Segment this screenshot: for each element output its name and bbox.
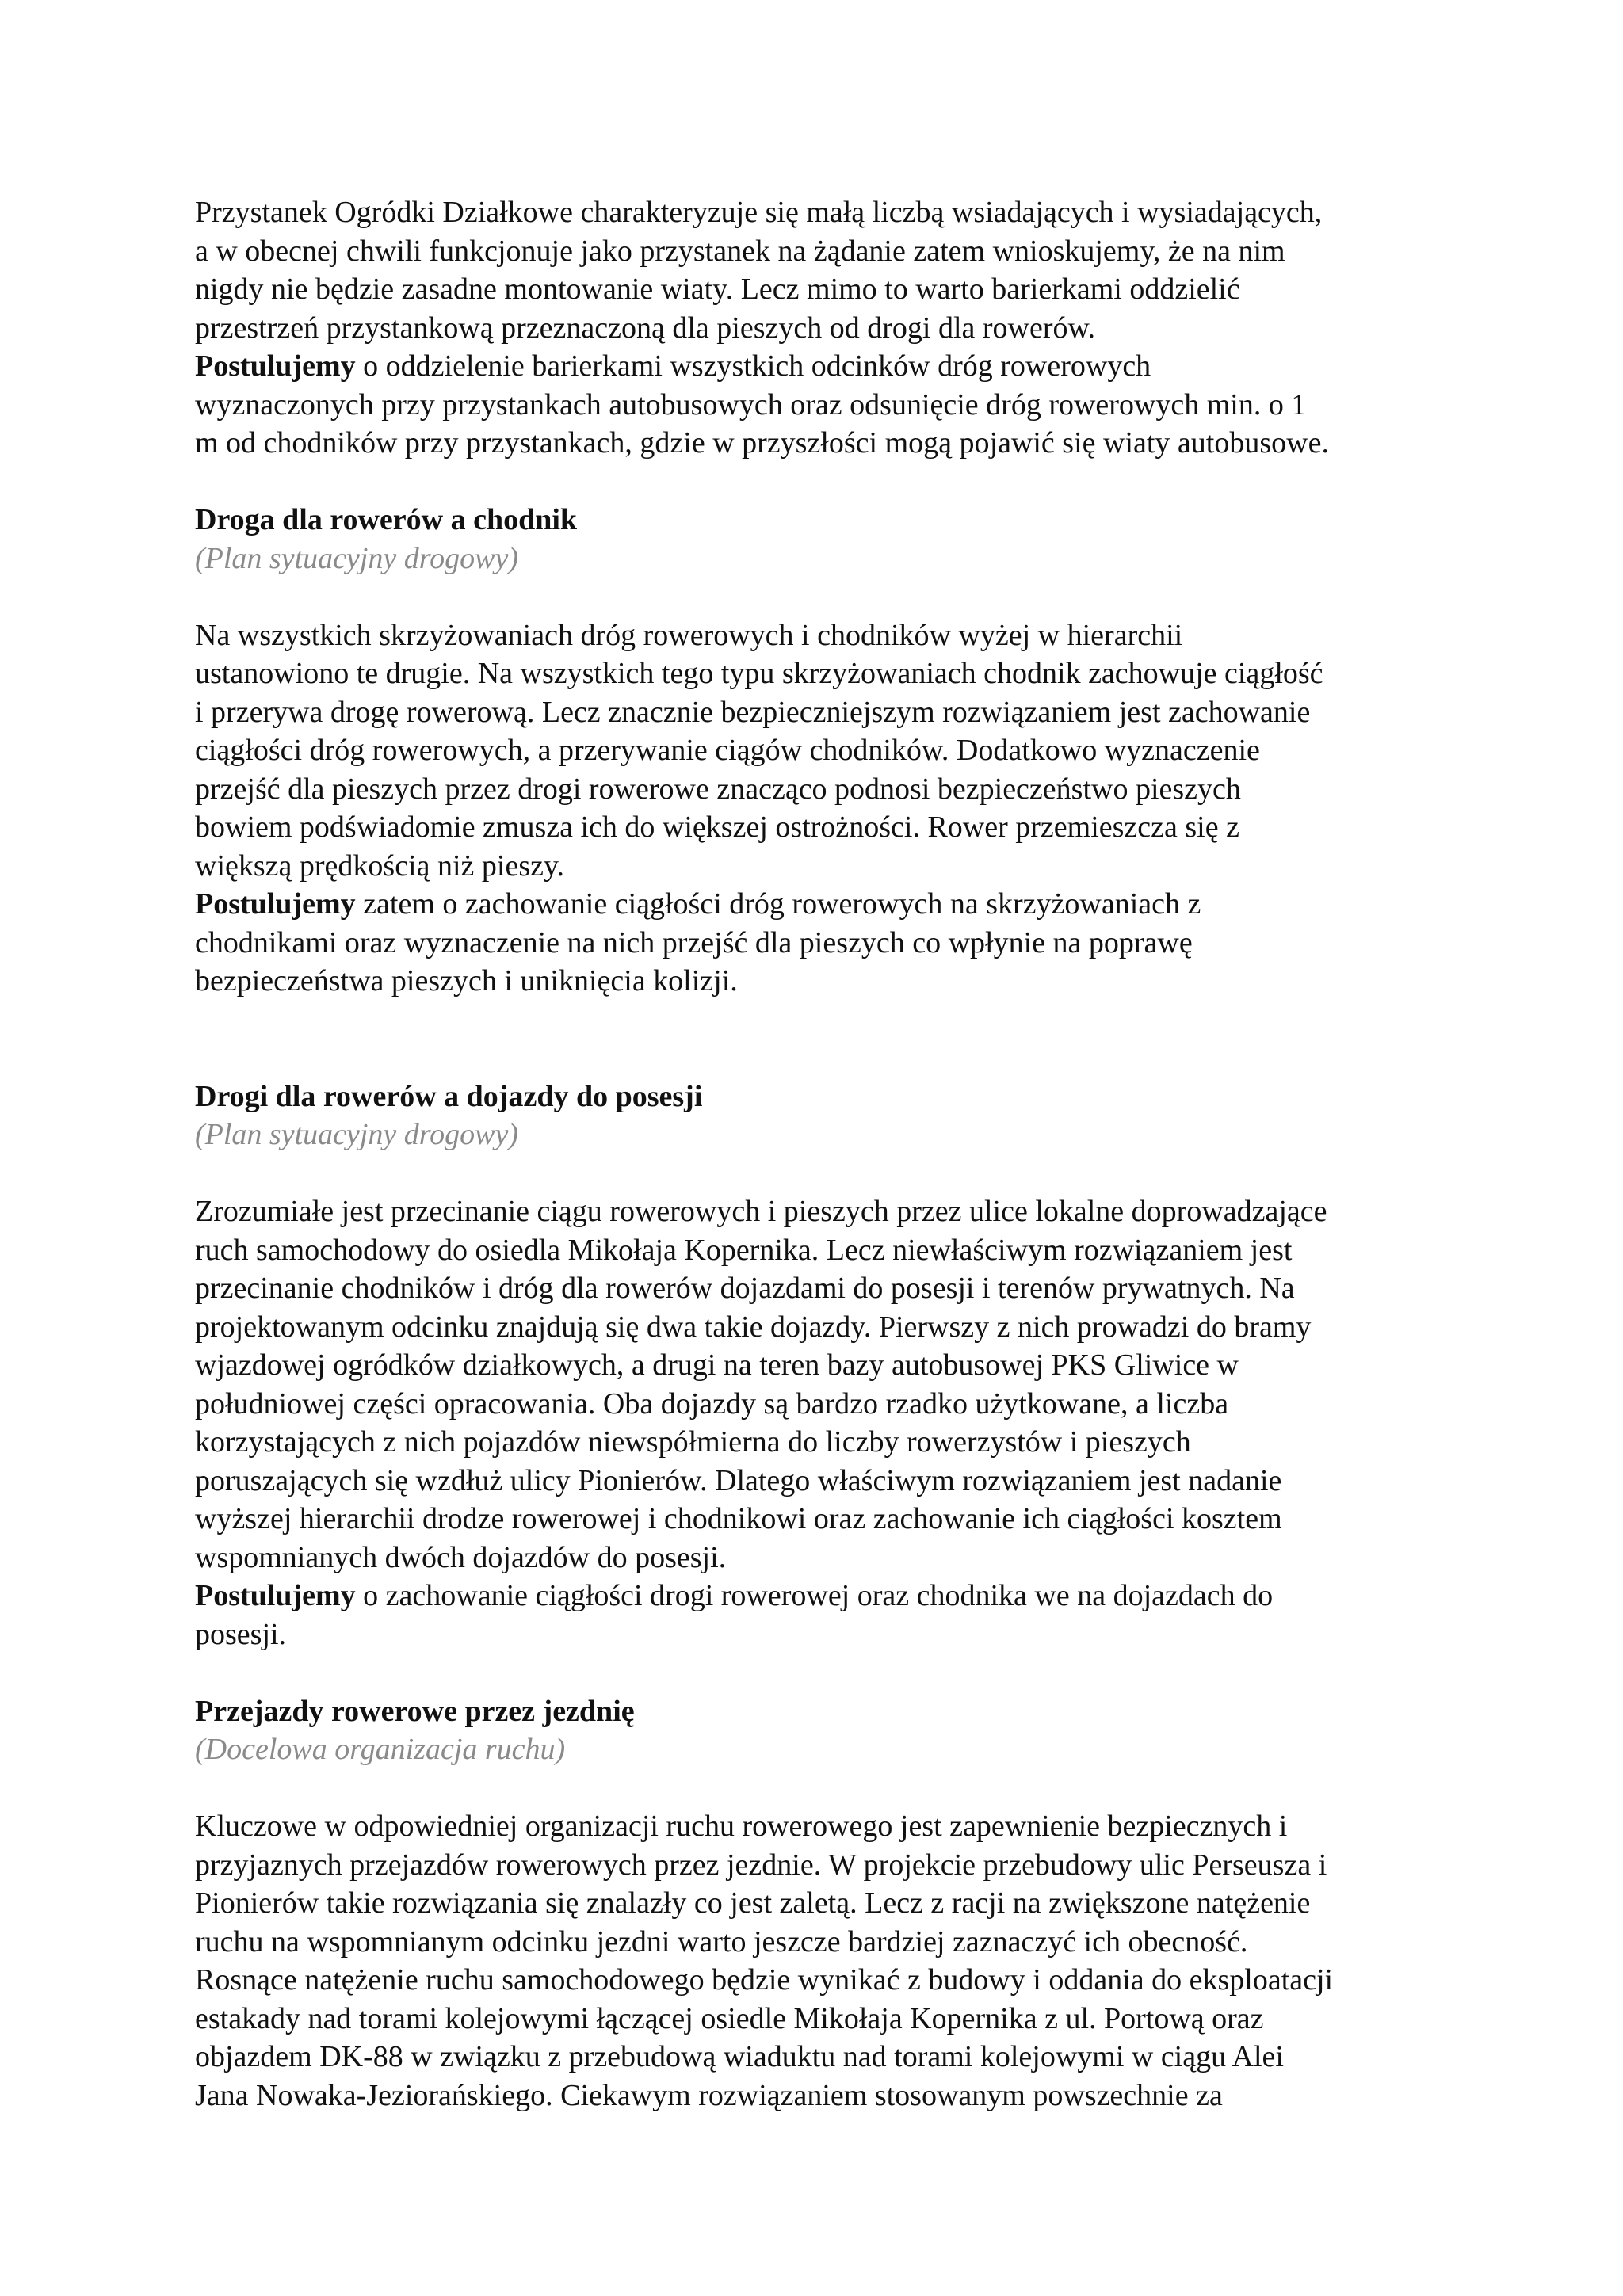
text-line: estakady nad torami kolejowymi łączącej osiedle Mikołaja Kopernika z ul. Portową oraz [195,2001,1264,2035]
text-line: ruch samochodowy do osiedla Mikołaja Kopernika. Lecz niewłaściwym rozwiązaniem jest [195,1233,1293,1267]
text-line: większą prędkością niż pieszy. [195,849,565,883]
spacer [195,1001,1447,1039]
text-line: Przystanek Ogródki Działkowe charakteryzuje się małą liczbą wsiadających i wysiadających, [195,196,1323,229]
section-subtitle: (Plan sytuacyjny drogowy) [195,1118,519,1151]
spacer [195,463,1447,502]
postulate-line [195,1577,1447,1615]
text-line: m od chodników przy przystankach, gdzie w przyszłości mogą pojawić się wiaty autobusowe. [195,426,1329,460]
text-line: południowej części opracowania. Oba dojazdy są bardzo rzadko użytkowane, a liczba [195,1386,1229,1421]
postulate-keyword: Postulujemy [195,887,356,921]
text-line: przecinanie chodników i dróg dla rowerów dojazdami do posesji i terenów prywatnych. Na [195,1272,1295,1305]
text-line: przestrzeń przystankową przeznaczoną dla pieszych od drogi dla rowerów. [195,311,1095,345]
document-page [195,193,1447,2115]
section-heading: Przejazdy rowerowe przez jezdnię [195,1694,635,1728]
section-heading: Drogi dla rowerów a dojazdy do posesji [195,1079,703,1113]
postulate-line [195,347,1447,386]
section-bike-crossings [195,1692,1447,2115]
section-heading: Droga dla rowerów a chodnik [195,503,578,536]
spacer [195,1154,1447,1193]
text-line: projektowanym odcinku znajdują się dwa takie dojazdy. Pierwszy z nich prowadzi do bramy [195,1310,1312,1344]
text-line: Zrozumiałe jest przecinanie ciągu rowerowych i pieszych przez ulice lokalne doprowadzające [195,1195,1327,1228]
text-line: Na wszystkich skrzyżowaniach dróg rowerowych i chodników wyżej w hierarchii [195,618,1183,652]
section-subtitle: (Plan sytuacyjny drogowy) [195,541,519,575]
text-line: korzystających z nich pojazdów niewspółmierna do liczby rowerzystów i pieszych [195,1425,1191,1459]
text-line: chodnikami oraz wyznaczenie na nich przejść dla pieszych co wpłynie na poprawę [195,925,1193,959]
spacer [195,1039,1447,1077]
text-line: Pionierów takie rozwiązania się znalazły co jest zaletą. Lecz z racji na zwiększone natężenie [195,1886,1311,1920]
text-line: wspomnianych dwóch dojazdów do posesji. [195,1540,727,1574]
postulate-text: o zachowanie ciągłości drogi rowerowej oraz chodnika we na dojazdach do [355,1579,1274,1612]
text-line: ruchu na wspomnianym odcinku jezdni warto jeszcze bardziej zaznaczyć ich obecność. [195,1924,1248,1958]
section-driveways [195,1077,1447,1654]
text-line: posesji. [195,1617,287,1651]
postulate-text: zatem o zachowanie ciągłości dróg rowerowych na skrzyżowaniach z [355,887,1201,921]
text-line: ustanowiono te drugie. Na wszystkich tego typu skrzyżowaniach chodnik zachowuje ciągłość [195,657,1323,690]
section-bike-path-sidewalk [195,501,1447,1001]
postulate-line [195,885,1447,924]
text-line: przejść dla pieszych przez drogi rowerowe znacząco podnosi bezpieczeństwo pieszych [195,772,1241,806]
text-line: nigdy nie będzie zasadne montowanie wiaty. Lecz mimo to warto barierkami oddzielić [195,273,1240,306]
paragraph-bus-stop [195,193,1447,463]
text-line: bowiem podświadomie zmusza ich do większej ostrożności. Rower przemieszcza się z [195,810,1239,844]
text-line: a w obecnej chwili funkcjonuje jako przystanek na żądanie zatem wnioskujemy, że na nim [195,234,1285,268]
spacer [195,1653,1447,1692]
text-line: przyjaznych przejazdów rowerowych przez jezdnie. W projekcie przebudowy ulic Perseusza i [195,1848,1327,1882]
text-line: wyznaczonych przy przystankach autobusowych oraz odsunięcie dróg rowerowych min. o 1 [195,387,1307,421]
text-line: wyższej hierarchii drodze rowerowej i chodnikowi oraz zachowanie ich ciągłości kosztem [195,1502,1282,1535]
text-line: objazdem DK-88 w związku z przebudową wiaduktu nad torami kolejowymi w ciągu Alei [195,2040,1284,2073]
postulate-keyword: Postulujemy [195,349,356,383]
text-line: Kluczowe w odpowiedniej organizacji ruchu rowerowego jest zapewnienie bezpiecznych i [195,1810,1288,1843]
text-line: poruszających się wzdłuż ulicy Pionierów. Dlatego właściwym rozwiązaniem jest nadanie [195,1463,1282,1497]
text-line: wjazdowej ogródków działkowych, a drugi na teren bazy autobusowej PKS Gliwice w [195,1348,1239,1382]
spacer [195,578,1447,616]
text-line: Jana Nowaka-Jeziorańskiego. Ciekawym rozwiązaniem stosowanym powszechnie za [195,2078,1223,2112]
postulate-text: o oddzielenie barierkami wszystkich odcinków dróg rowerowych [355,349,1151,383]
text-line: Rosnące natężenie ruchu samochodowego będzie wynikać z budowy i oddania do eksploatacji [195,1963,1334,1997]
text-line: bezpieczeństwa pieszych i uniknięcia kolizji. [195,964,738,997]
postulate-keyword: Postulujemy [195,1579,356,1612]
text-line: ciągłości dróg rowerowych, a przerywanie ciągów chodników. Dodatkowo wyznaczenie [195,734,1260,767]
text-line: i przerywa drogę rowerową. Lecz znacznie bezpieczniejszym rozwiązaniem jest zachowanie [195,695,1311,729]
section-subtitle: (Docelowa organizacja ruchu) [195,1733,566,1766]
spacer [195,1769,1447,1808]
